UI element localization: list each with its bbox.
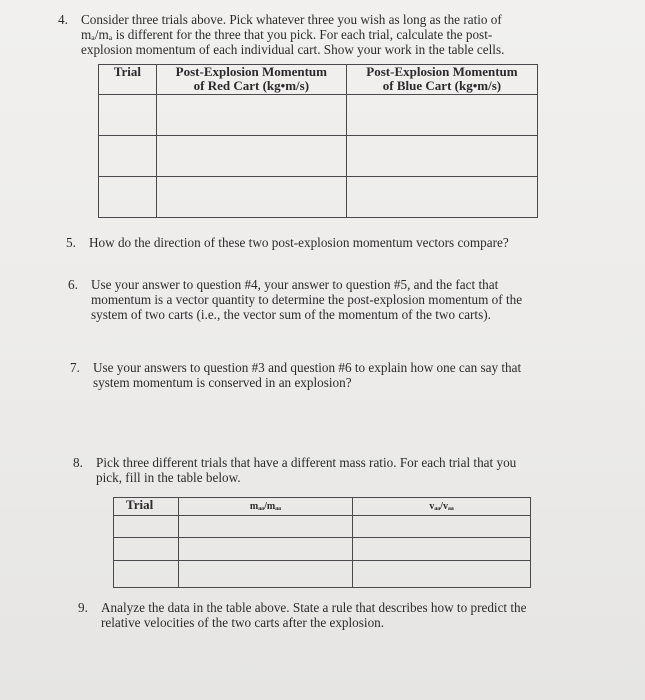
momentum-table <box>98 64 538 218</box>
table-cell[interactable] <box>99 177 157 218</box>
table-cell[interactable] <box>114 538 179 561</box>
question-number: 8. <box>73 455 83 470</box>
table-header-trial: Trial <box>114 498 179 516</box>
question-7 <box>70 360 590 392</box>
table-row <box>99 177 538 218</box>
question-text-line: mₐ/mₐ is different for the three that you pick. For each trial, calculate the post- <box>81 27 493 42</box>
question-number: 5. <box>66 235 76 250</box>
question-text-line: system momentum is conserved in an explosion? <box>93 375 352 390</box>
table-cell[interactable] <box>99 136 157 177</box>
question-text-line: Pick three different trials that have a different mass ratio. For each trial that you <box>96 455 517 470</box>
table-cell[interactable] <box>346 136 537 177</box>
table-cell[interactable] <box>156 136 346 177</box>
table-cell[interactable] <box>353 516 531 538</box>
question-number: 6. <box>68 277 78 292</box>
question-5 <box>66 235 586 253</box>
question-text-line: explosion momentum of each individual cart. Show your work in the table cells. <box>81 42 505 57</box>
question-number: 7. <box>70 360 80 375</box>
question-6 <box>68 277 588 325</box>
question-number: 4. <box>58 12 68 27</box>
table-row <box>99 136 538 177</box>
question-text: How do the direction of these two post-explosion momentum vectors compare? <box>89 235 509 250</box>
ratio-table <box>113 497 531 588</box>
table-header-velocity-ratio: vₐₐ/vₐₐ <box>353 498 531 516</box>
table-cell[interactable] <box>178 538 352 561</box>
table-row <box>114 538 531 561</box>
table-cell[interactable] <box>178 516 352 538</box>
table-cell[interactable] <box>346 177 537 218</box>
table-cell[interactable] <box>353 561 531 588</box>
question-number: 9. <box>78 600 88 615</box>
question-text-line: relative velocities of the two carts after the explosion. <box>101 615 385 630</box>
table-header-trial: Trial <box>99 65 157 95</box>
table-row <box>99 95 538 136</box>
table-row <box>114 516 531 538</box>
question-4 <box>58 12 598 62</box>
table-cell[interactable] <box>353 538 531 561</box>
table-cell[interactable] <box>156 95 346 136</box>
question-text-line: momentum is a vector quantity to determine the post-explosion momentum of the <box>91 292 523 307</box>
question-8 <box>73 455 593 487</box>
question-text-line: Use your answer to question #4, your answer to question #5, and the fact that <box>91 277 499 292</box>
question-text-line: Analyze the data in the table above. State a rule that describes how to predict the <box>101 600 527 615</box>
table-header-blue-momentum: Post-Explosion Momentum of Blue Cart (kg•m/s) <box>346 65 537 95</box>
question-text-line: Consider three trials above. Pick whatever three you wish as long as the ratio of <box>81 12 502 27</box>
table-cell[interactable] <box>99 95 157 136</box>
question-text-line: system of two carts (i.e., the vector sum of the momentum of the two carts). <box>91 307 491 322</box>
question-9 <box>78 600 598 632</box>
table-cell[interactable] <box>114 561 179 588</box>
question-text-line: pick, fill in the table below. <box>96 470 241 485</box>
table-cell[interactable] <box>156 177 346 218</box>
table-header-red-momentum: Post-Explosion Momentum of Red Cart (kg•m/s) <box>156 65 346 95</box>
table-cell[interactable] <box>114 516 179 538</box>
table-header-mass-ratio: mₐₐ/mₐₐ <box>178 498 352 516</box>
table-cell[interactable] <box>346 95 537 136</box>
question-text-line: Use your answers to question #3 and question #6 to explain how one can say that <box>93 360 522 375</box>
table-row <box>114 561 531 588</box>
table-cell[interactable] <box>178 561 352 588</box>
